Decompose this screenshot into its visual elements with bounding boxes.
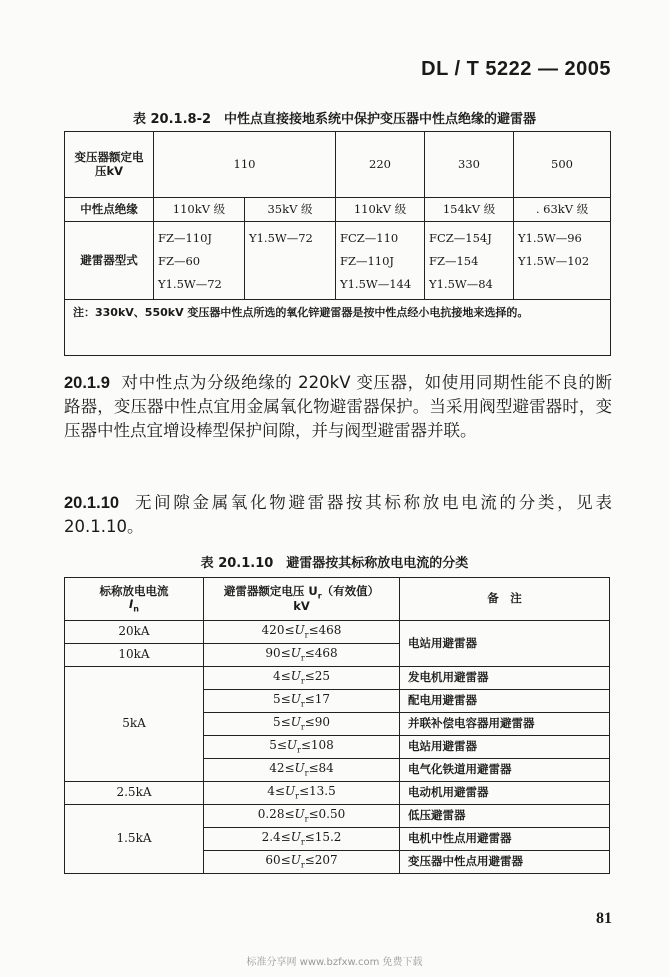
table-cell: 220 — [336, 132, 425, 198]
table-cell: FZ—110J FZ—60 Y1.5W—72 — [154, 222, 245, 300]
table-cell: 154kV 级 — [425, 198, 514, 222]
clause-number: 20.1.9 — [64, 374, 110, 392]
header-remarks: 备 注 — [400, 578, 610, 621]
voltage-range-cell: $2.4\le U_r\le 15.2$ — [204, 828, 400, 851]
remark-cell: 配电用避雷器 — [400, 690, 610, 713]
remark-cell: 并联补偿电容器用避雷器 — [400, 713, 610, 736]
table-cell: Y1.5W—96 Y1.5W—102 — [514, 222, 611, 300]
row-label-neutral-insulation: 中性点绝缘 — [65, 198, 154, 222]
clause-20-1-9 — [64, 371, 612, 443]
remark-cell: 电机中性点用避雷器 — [400, 828, 610, 851]
voltage-range-cell: $0.28\le U_r\le 0.50$ — [204, 805, 400, 828]
remark-cell: 低压避雷器 — [400, 805, 610, 828]
table-row — [65, 667, 610, 690]
table-cell: FCZ—110 FZ—110J Y1.5W—144 — [336, 222, 425, 300]
table-cell: . 63kV 级 — [514, 198, 611, 222]
current-cell: 1.5kA — [65, 805, 204, 874]
table-cell: 110 — [154, 132, 336, 198]
table-cell: FCZ—154J FZ—154 Y1.5W—84 — [425, 222, 514, 300]
voltage-range-cell: $5\le U_r\le 17$ — [204, 690, 400, 713]
remark-cell: 电气化铁道用避雷器 — [400, 759, 610, 782]
current-cell: 5kA — [65, 667, 204, 782]
voltage-range-cell: $5\le U_r\le 90$ — [204, 713, 400, 736]
table-cell: 35kV 级 — [245, 198, 336, 222]
clause-number: 20.1.10 — [64, 494, 120, 512]
table-row — [65, 621, 610, 644]
current-cell: 2.5kA — [65, 782, 204, 805]
neutral-arrester-table — [64, 131, 611, 356]
remark-cell: 电站用避雷器 — [400, 621, 610, 667]
voltage-range-cell: $420\le U_r\le 468$ — [204, 621, 400, 644]
page-number: 81 — [596, 910, 612, 927]
remark-cell: 电站用避雷器 — [400, 736, 610, 759]
remark-cell: 电动机用避雷器 — [400, 782, 610, 805]
standard-code: DL / T 5222 — 2005 — [421, 58, 611, 80]
row-label-arrester-type: 避雷器型式 — [65, 222, 154, 300]
discharge-current-table — [64, 577, 610, 874]
table-row — [65, 198, 611, 222]
remark-cell: 变压器中性点用避雷器 — [400, 851, 610, 874]
table-row — [65, 782, 610, 805]
table-cell: Y1.5W—72 — [245, 222, 336, 300]
header-rated-voltage: 避雷器额定电压 $U_r$（有效值） kV — [204, 578, 400, 621]
row-label-rated-voltage: 变压器额定电压kV — [65, 132, 154, 198]
clause-text: 对中性点为分级绝缘的 220kV 变压器，如使用同期性能不良的断路器，变压器中性点宜用金属氧化物避雷器保护。当采用阀型避雷器时，变压器中性点宜增设棒型保护间隙，并与阀型避雷器并联。 — [64, 373, 612, 440]
table-header-row — [65, 578, 610, 621]
table-row — [65, 132, 611, 198]
current-cell: 20kA — [65, 621, 204, 644]
table-cell: 500 — [514, 132, 611, 198]
voltage-range-cell: $4\le U_r\le 13.5$ — [204, 782, 400, 805]
table-cell: 110kV 级 — [154, 198, 245, 222]
watermark: 标准分享网 www.bzfxw.com 免费下载 — [246, 957, 423, 968]
header-discharge-current: 标称放电电流 $I_n$ — [65, 578, 204, 621]
table-row — [65, 805, 610, 828]
voltage-range-cell: $5\le U_r\le 108$ — [204, 736, 400, 759]
voltage-range-cell: $42\le U_r\le 84$ — [204, 759, 400, 782]
table-cell: 110kV 级 — [336, 198, 425, 222]
clause-20-1-10 — [64, 491, 612, 539]
table-row — [65, 222, 611, 300]
remark-cell: 发电机用避雷器 — [400, 667, 610, 690]
voltage-range-cell: $4\le U_r\le 25$ — [204, 667, 400, 690]
clause-text: 无间隙金属氧化物避雷器按其标称放电电流的分类，见表 20.1.10。 — [64, 493, 612, 536]
table-note: 注：330kV、550kV 变压器中性点所选的氧化锌避雷器是按中性点经小电抗接地来选择的。 — [65, 300, 611, 356]
voltage-range-cell: $60\le U_r\le 207$ — [204, 851, 400, 874]
table1-caption: 表 20.1.8-2 中性点直接接地系统中保护变压器中性点绝缘的避雷器 — [132, 112, 537, 127]
voltage-range-cell: $90\le U_r\le 468$ — [204, 644, 400, 667]
table-row — [65, 300, 611, 356]
table2-caption: 表 20.1.10 避雷器按其标称放电电流的分类 — [200, 556, 469, 571]
table-cell: 330 — [425, 132, 514, 198]
current-cell: 10kA — [65, 644, 204, 667]
